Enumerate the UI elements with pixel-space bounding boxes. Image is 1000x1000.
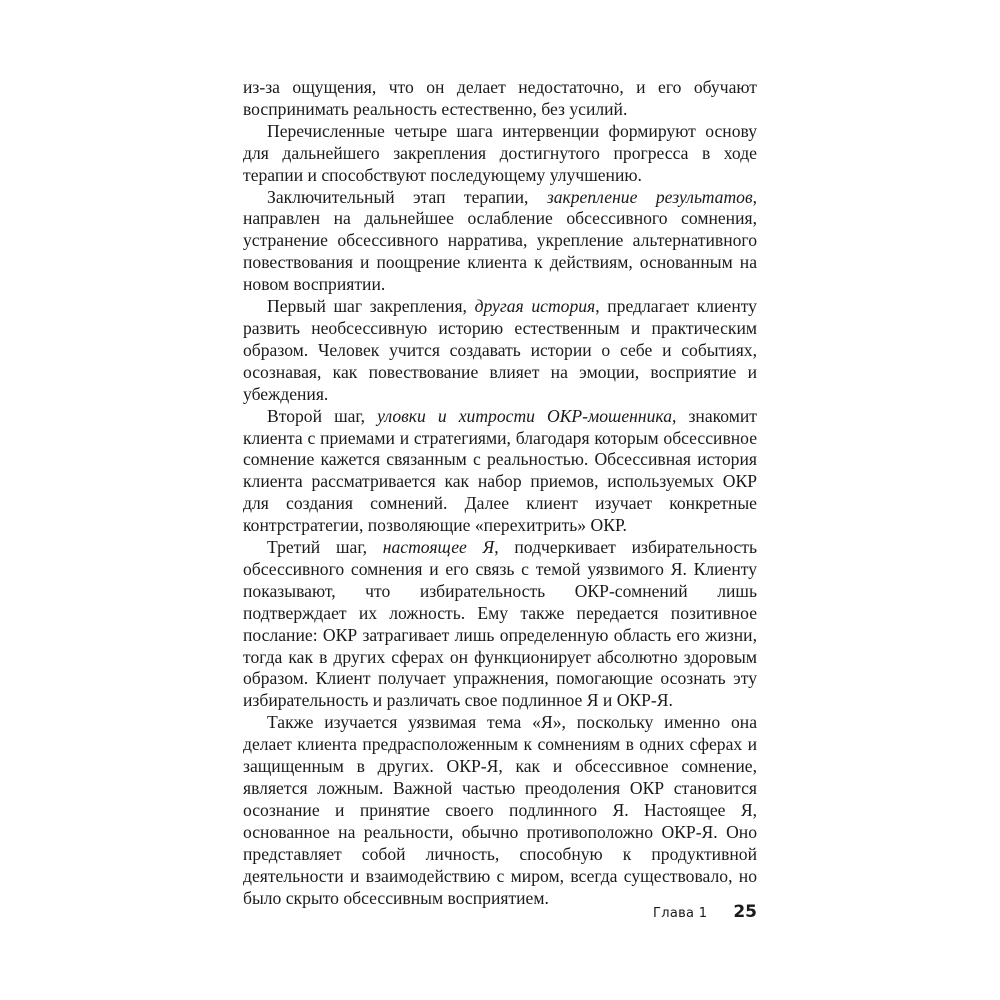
paragraph-final-stage (243, 187, 757, 297)
paragraph-text: Перечисленные четыре шага интервенции формируют основу для дальнейшего закрепления достигнутого прогресса в ходе терапии и способствуют последующему улучшению. (243, 120, 757, 185)
emphasis-term: настоящее Я (382, 537, 495, 558)
paragraph-text: Также изучается уязвимая тема «Я», поскольку именно она делает клиента предрасположенным к сомнениям в одних сферах и защищенным в других. ОКР-Я, как и обсессивное сомнение, является ложным. Важной частью преодоления ОКР становится осознание и принятие своего подлинного Я. Настоящее Я, основанное на реальности, обычно противоположно ОКР-Я. Оно представляет собой личность, способную к продуктивной деятельности и взаимодействию с миром, всегда существовало, но было скрыто обсессивным восприятием. (243, 712, 757, 908)
emphasis-term: уловки и хитрости ОКР-мошенника (377, 405, 672, 426)
paragraph-step-three (243, 537, 757, 712)
paragraph-continuation (243, 77, 757, 121)
paragraph-text: , знакомит клиента с приемами и стратегиями, благодаря которым обсессивное сомнение кажется связанным с реальностью. Обсессивная история клиента рассматривается как набор приемов, используемых ОКР для создания сомнений. Далее клиент изучает конкретные контрстратегии, позволяющие «перехитрить» ОКР. (243, 405, 757, 536)
page-number: 25 (733, 902, 757, 922)
emphasis-term: другая история (474, 296, 596, 317)
chapter-label: Глава 1 (652, 906, 708, 921)
paragraph-text: Первый шаг закрепления, (267, 296, 475, 317)
paragraph-step-two (243, 406, 757, 537)
paragraph-text: Третий шаг, (267, 537, 383, 558)
emphasis-term: закрепление результатов (546, 186, 753, 207)
paragraph-step-one (243, 296, 757, 406)
body-text (243, 77, 757, 909)
paragraph-text: Второй шаг, (267, 405, 378, 426)
paragraph-text: , направлен на дальнейшее ослабление обсессивного сомнения, устранение обсессивного нарратива, укрепление альтернативного повествования и поощрение клиента к действиям, основанным на новом восприятии. (243, 186, 757, 295)
page-footer (653, 902, 757, 922)
paragraph-intervention-summary (243, 121, 757, 187)
paragraph-text: Заключительный этап терапии, (267, 186, 547, 207)
paragraph-text: , подчеркивает избирательность обсессивного сомнения и его связь с темой уязвимого Я. Клиенту показывают, что избирательность ОКР-сомнений лишь подтверждает их ложность. Ему также передается позитивное послание: ОКР затрагивает лишь определенную область его жизни, тогда как в других сферах он функционирует абсолютно здоровым образом. Клиент получает упражнения, помогающие осознать эту избирательность и различать свое подлинное Я и ОКР-Я. (243, 537, 757, 711)
paragraph-text: , предлагает клиенту развить необсессивную историю естественным и практическим образом. Человек учится создавать истории о себе и событиях, осознавая, как повествование влияет на эмоции, восприятие и убеждения. (243, 296, 757, 404)
paragraph-text: из-за ощущения, что он делает недостаточно, и его обучают воспринимать реальность естественно, без усилий. (243, 77, 757, 119)
paragraph-vulnerable-self (243, 712, 757, 909)
